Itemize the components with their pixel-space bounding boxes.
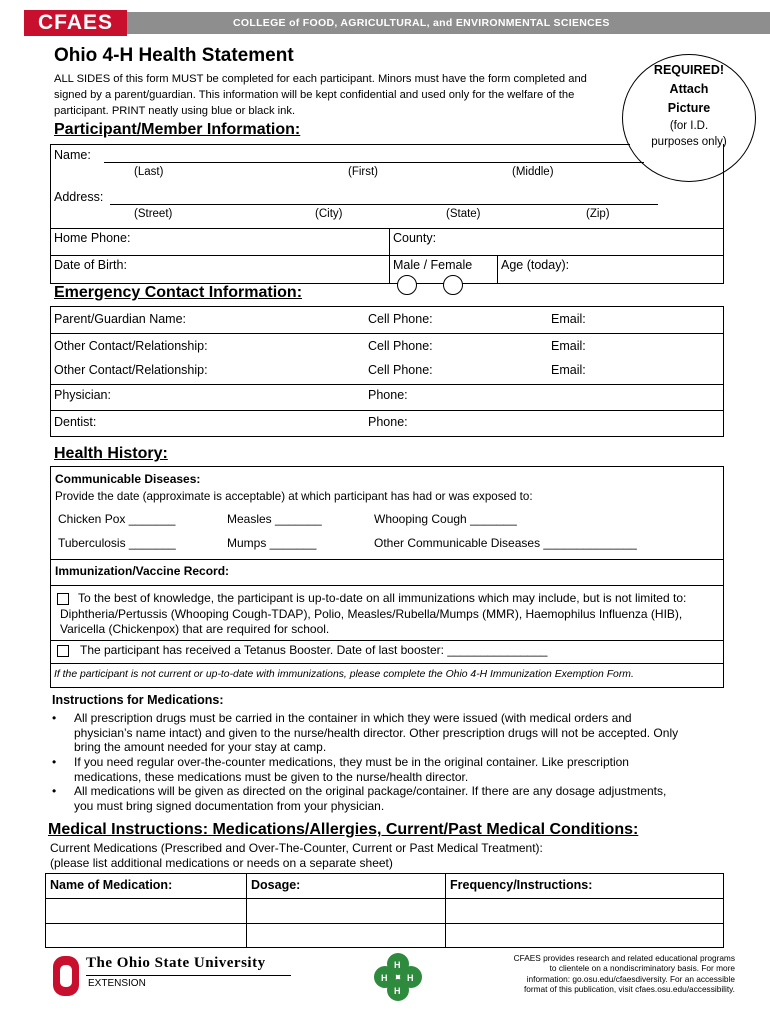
tetanus-checkbox[interactable] <box>57 645 69 657</box>
photo-purposes: purposes only) <box>651 136 727 148</box>
participant-heading: Participant/Member Information: <box>54 121 301 138</box>
age-label[interactable]: Age (today): <box>501 258 570 272</box>
measles-field[interactable]: Measles _______ <box>227 512 322 526</box>
medication-name-cell-2[interactable] <box>46 924 246 948</box>
nondiscrimination-note: CFAES provides research and related educational programs to clientele on a nondiscriminatory basis. For more information: go.osu.edu/cfaesdiversity. For an accessible format of this publication, visit cfaes.osu.edu/accessibility. <box>513 953 735 994</box>
address-field[interactable] <box>110 204 658 205</box>
mumps-field[interactable]: Mumps _______ <box>227 536 317 550</box>
immunization-text-3: Varicella (Chickenpox) that are required for school. <box>60 622 330 636</box>
health-heading: Health History: <box>54 445 168 462</box>
county-label[interactable]: County: <box>393 231 437 245</box>
whooping-cough-field[interactable]: Whooping Cough _______ <box>374 512 517 526</box>
instruction-bullet-3: • All medications will be given as directed on the original package/container. If there are any dosage adjustments, you must bring signed documentation from your physician. <box>74 784 666 813</box>
current-medications-text: Current Medications (Prescribed and Over-The-Counter, Current or Past Medical Treatment): <box>50 841 543 855</box>
tetanus-text: The participant has received a Tetanus Booster. Date of last booster: _______________ <box>80 643 548 657</box>
guardian-label[interactable]: Parent/Guardian Name: <box>54 312 187 326</box>
osu-name: The Ohio State University <box>86 955 266 971</box>
emergency-heading: Emergency Contact Information: <box>54 284 303 301</box>
header-bar <box>24 10 770 36</box>
tuberculosis-field[interactable]: Tuberculosis _______ <box>58 536 176 550</box>
svg-text:H: H <box>394 986 401 996</box>
female-radio[interactable] <box>443 275 463 295</box>
name-field[interactable] <box>104 162 644 163</box>
svg-text:H: H <box>381 973 388 983</box>
chicken-pox-field[interactable]: Chicken Pox _______ <box>58 512 176 526</box>
other-cell-2-label[interactable]: Cell Phone: <box>368 363 433 377</box>
svg-text:H: H <box>407 973 414 983</box>
four-h-clover-icon <box>372 951 424 1003</box>
cfaes-logo: CFAES <box>24 10 127 36</box>
extension-label: EXTENSION <box>88 978 146 989</box>
sex-label: Male / Female <box>393 258 473 272</box>
street-label: (Street) <box>134 208 173 220</box>
college-name: COLLEGE of FOOD, AGRICULTURAL, and ENVIRONMENTAL SCIENCES <box>127 12 770 34</box>
photo-id-note: (for I.D. <box>669 120 709 132</box>
immunization-text-1: To the best of knowledge, the participant is up-to-date on all immunizations which may include, but is not limited to: <box>78 591 687 605</box>
page-title: Ohio 4-H Health Statement <box>54 45 294 66</box>
home-phone-label[interactable]: Home Phone: <box>54 231 131 245</box>
instructions-heading: Instructions for Medications: <box>52 693 224 707</box>
physician-phone-label[interactable]: Phone: <box>368 388 408 402</box>
svg-text:H: H <box>394 960 401 970</box>
physician-label[interactable]: Physician: <box>54 388 111 402</box>
other-contact-2-label[interactable]: Other Contact/Relationship: <box>54 363 208 377</box>
address-label: Address: <box>54 190 104 204</box>
other-email-2-label[interactable]: Email: <box>551 363 586 377</box>
zip-label: (Zip) <box>586 208 610 220</box>
separate-sheet-note: (please list additional medications or needs on a separate sheet) <box>50 856 393 870</box>
immunization-text-2: Diphtheria/Pertussis (Whooping Cough-TDAP), Polio, Measles/Rubella/Mumps (MMR), Haemophilus Influenza (HIB), <box>60 607 683 621</box>
exemption-note: If the participant is not current or up-to-date with immunizations, please complete the Ohio 4-H Immunization Exemption Form. <box>54 669 634 680</box>
communicable-heading: Communicable Diseases: <box>55 472 201 486</box>
male-radio[interactable] <box>397 275 417 295</box>
dentist-phone-label[interactable]: Phone: <box>368 415 408 429</box>
guardian-cell-label[interactable]: Cell Phone: <box>368 312 433 326</box>
photo-picture: Picture <box>667 101 711 115</box>
instruction-bullet-1: • All prescription drugs must be carried in the container in which they were issued (with medical orders and physician’s name intact) and given to the nurse/health director. Other prescription drugs will not be accepted. Only bring the amount needed for your stay at camp. <box>74 711 678 755</box>
immunization-checkbox[interactable] <box>57 593 69 605</box>
state-label: (State) <box>446 208 481 220</box>
frequency-cell-1[interactable] <box>446 899 724 923</box>
medical-heading: Medical Instructions: Medications/Allergies, Current/Past Medical Conditions: <box>48 821 639 838</box>
col-dosage: Dosage: <box>251 878 301 892</box>
city-label: (City) <box>315 208 343 220</box>
guardian-email-label[interactable]: Email: <box>551 312 586 326</box>
middle-label: (Middle) <box>512 166 554 178</box>
dob-label[interactable]: Date of Birth: <box>54 258 127 272</box>
dosage-cell-1[interactable] <box>247 899 445 923</box>
intro-text: ALL SIDES of this form MUST be completed for each participant. Minors must have the form completed and signed by a parent/guardian. This information will be kept confidential and used only for the welfare of the participant. PRINT neatly using blue or black ink. <box>54 73 587 117</box>
other-cell-1-label[interactable]: Cell Phone: <box>368 339 433 353</box>
dentist-label[interactable]: Dentist: <box>54 415 97 429</box>
last-label: (Last) <box>134 166 164 178</box>
medication-name-cell-1[interactable] <box>46 899 246 923</box>
name-label: Name: <box>54 148 91 162</box>
photo-required: REQUIRED! <box>653 63 725 77</box>
photo-attach: Attach <box>669 82 709 96</box>
immunization-heading: Immunization/Vaccine Record: <box>55 564 230 578</box>
col-frequency: Frequency/Instructions: <box>450 878 593 892</box>
instruction-bullet-2: • If you need regular over-the-counter medications, they must be in the original container. Like prescription medications, these medications must be given to the nurse/health director. <box>74 755 629 784</box>
other-contact-1-label[interactable]: Other Contact/Relationship: <box>54 339 208 353</box>
osu-block-o-icon <box>52 955 80 997</box>
provide-text: Provide the date (approximate is acceptable) at which participant has had or was exposed to: <box>55 490 533 503</box>
frequency-cell-2[interactable] <box>446 924 724 948</box>
dosage-cell-2[interactable] <box>247 924 445 948</box>
other-diseases-field[interactable]: Other Communicable Diseases ______________ <box>374 536 637 550</box>
other-email-1-label[interactable]: Email: <box>551 339 586 353</box>
col-medication-name: Name of Medication: <box>50 878 173 892</box>
first-label: (First) <box>348 166 379 178</box>
